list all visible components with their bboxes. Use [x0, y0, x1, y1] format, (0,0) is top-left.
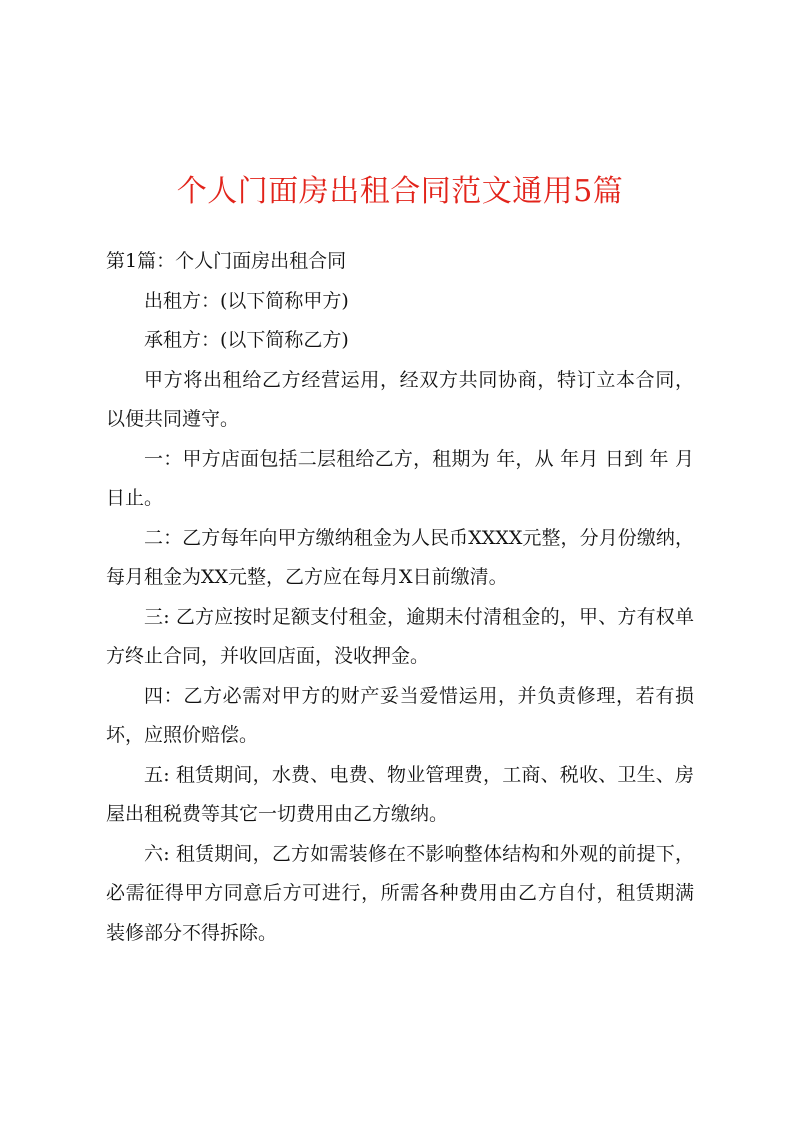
paragraph-clause-2: 二：乙方每年向甲方缴纳租金为人民币XXXX元整，分月份缴纳，每月租金为XX元整，乙方应在每月X日前缴清。	[106, 526, 694, 588]
document-body	[106, 242, 694, 953]
document-title: 个人门面房出租合同范文通用5篇	[176, 174, 624, 209]
section-heading: 第1篇：个人门面房出租合同	[106, 250, 347, 272]
paragraph-clause-1: 一：甲方店面包括二层租给乙方，租期为 年，从 年月 日到 年 月日止。	[106, 447, 694, 509]
paragraph-clause-6: 六: 租赁期间，乙方如需装修在不影响整体结构和外观的前提下，必需征得甲方同意后方可进行，所需各种费用由乙方自付，租赁期满装修部分不得拆除。	[106, 842, 694, 944]
paragraph-intro: 甲方将出租给乙方经营运用，经双方共同协商，特订立本合同，以便共同遵守。	[106, 368, 694, 430]
paragraph-clause-5: 五: 租赁期间，水费、电费、物业管理费，工商、税收、卫生、房屋出租税费等其它一切费用由乙方缴纳。	[106, 763, 694, 825]
paragraph-lessee: 承租方：(以下简称乙方)	[144, 329, 349, 351]
paragraph-lessor: 出租方：(以下简称甲方)	[144, 289, 349, 312]
paragraph-clause-3: 三: 乙方应按时足额支付租金，逾期未付清租金的，甲、方有权单方终止合同，并收回店面，没收押金。	[106, 605, 694, 667]
paragraph-clause-4: 四：乙方必需对甲方的财产妥当爱惜运用，并负责修理，若有损坏，应照价赔偿。	[106, 684, 694, 746]
